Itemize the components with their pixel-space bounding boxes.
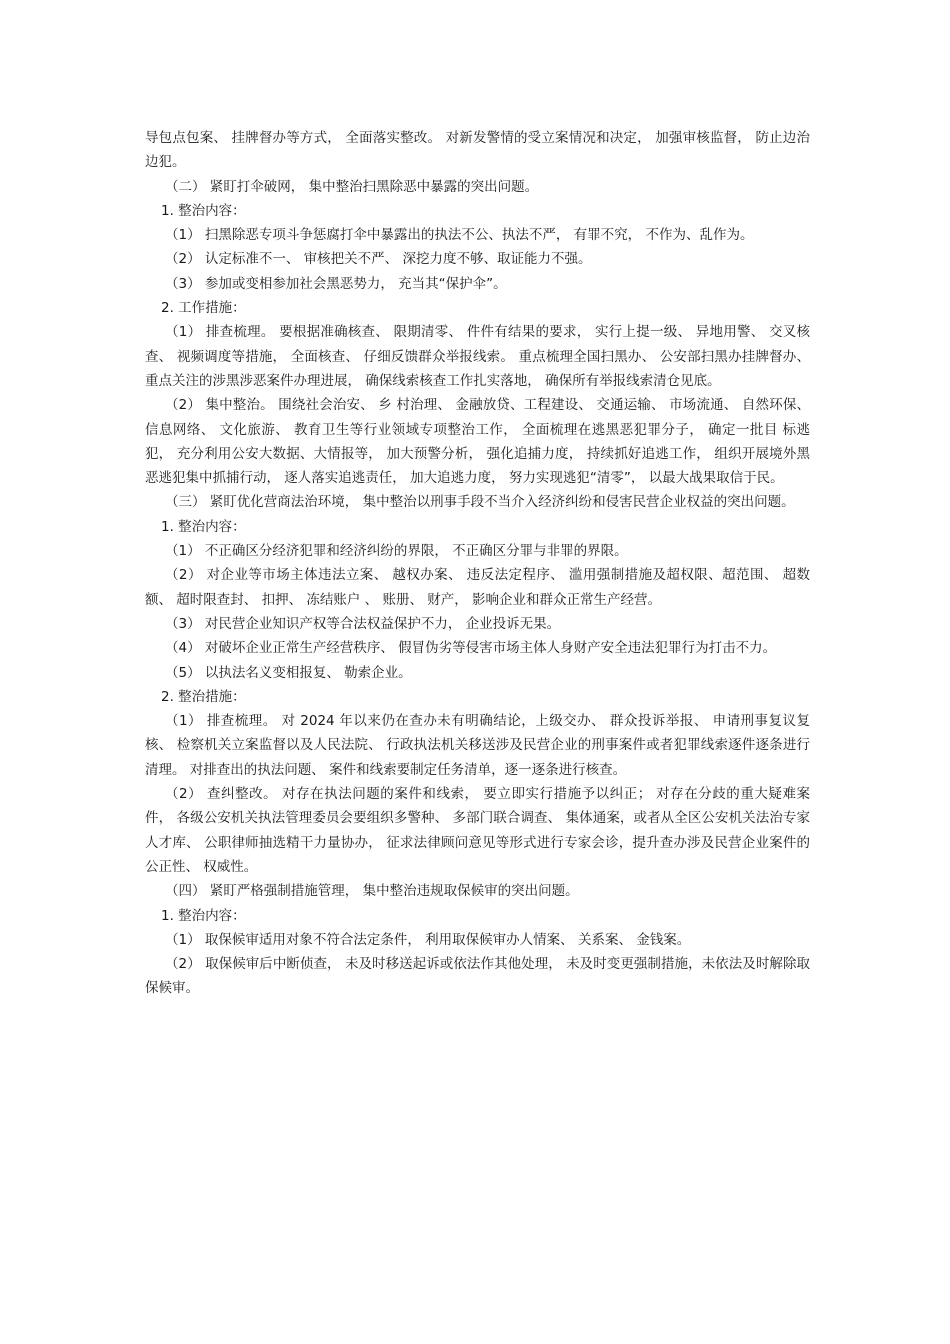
list-item: （1） 不正确区分经济犯罪和经济纠纷的界限， 不正确区分罪与非罪的界限。 [165, 543, 628, 560]
document-body [145, 126, 810, 1001]
list-item: （1） 扫黑除恶专项斗争惩腐打伞中暴露出的执法不公、执法不严， 有罪不究， 不作为、乱作为。 [165, 227, 754, 244]
section-heading-3: （三） 紧盯优化营商法治环境， 集中整治以刑事手段不当介入经济纠纷和侵害民营企业权益的突出问题。 [165, 494, 795, 511]
paragraph-continuation: 导包点包案、 挂牌督办等方式， 全面落实整改。 对新发警情的受立案情况和决定， 加强审核监督， 防止边治边犯。 [145, 130, 810, 171]
list-item: （2） 集中整治。 围绕社会治安、 乡 村治理、 金融放贷、工程建设、 交通运输、 市场流通、 自然环保、 信息网络、 文化旅游、 教育卫生等行业领域专项整治工作， 全面梳理在逃黑恶犯罪分子， 确定一批目 标逃犯， 充分利用公安大数据、大情报等， 加大预警分析， 强化追捕力度， 持续抓好追逃工作， 组织开展境外黑恶逃犯集中抓捕行动， 逐人落实追逃责任， 加大追逃力度， 努力实现逃犯“清零”， 以最大战果取信于民。 [145, 397, 810, 487]
list-item: （2） 查纠整改。 对存在执法问题的案件和线索， 要立即实行措施予以纠正； 对存在分歧的重大疑难案件， 各级公安机关执法管理委员会要组织多警种、 多部门联合调查、 集体通案，或者从全区公安机关法治专家人才库、 公职律师抽选精干力量协办， 征求法律顾问意见等形式进行专家会诊，提升查办涉及民营企业案件的公正性、 权威性。 [145, 786, 810, 875]
list-item: （4） 对破坏企业正常生产经营秩序、 假冒伪劣等侵害市场主体人身财产安全违法犯罪行为打击不力。 [165, 640, 777, 657]
subheading-measures: 2. 整治措施： [161, 688, 246, 705]
list-item: （2） 对企业等市场主体违法立案、 越权办案、 违反法定程序、 滥用强制措施及超权限、超范围、 超数额、 超时限查封、 扣押、 冻结账户 、 账册、 财产， 影响企业和群众正常生产经营。 [145, 567, 810, 608]
list-item: （3） 参加或变相参加社会黑恶势力， 充当其“保护伞”。 [165, 275, 507, 292]
subheading-measures: 2. 工作措施： [161, 300, 246, 317]
section-heading-2: （二） 紧盯打伞破网， 集中整治扫黑除恶中暴露的突出问题。 [165, 178, 539, 195]
section-heading-4: （四） 紧盯严格强制措施管理， 集中整治违规取保候审的突出问题。 [165, 883, 579, 900]
list-item: （3） 对民营企业知识产权等合法权益保护不力， 企业投诉无果。 [165, 615, 561, 632]
list-item: （2） 取保候审后中断侦查， 未及时移送起诉或依法作其他处理， 未及时变更强制措施，未依法及时解除取保候审。 [145, 956, 810, 997]
list-item: （2） 认定标准不一、 审核把关不严、 深挖力度不够、取证能力不强。 [165, 251, 592, 268]
list-item: （1） 取保候审适用对象不符合法定条件， 利用取保候审办人情案、 关系案、 金钱案。 [165, 931, 691, 948]
list-item: （1） 排查梳理。 要根据准确核查、 限期清零、 件件有结果的要求， 实行上提一级、 异地用警、 交叉核查、 视频调度等措施， 全面核查、 仔细反馈群众举报线索。 重点梳理全国扫黑办、 公安部扫黑办挂牌督办、 重点关注的涉黑涉恶案件办理进展， 确保线索核查工作扎实落地， 确保所有举报线索清仓见底。 [145, 324, 810, 389]
subheading-content: 1. 整治内容： [161, 518, 246, 535]
subheading-content: 1. 整治内容： [161, 202, 246, 219]
list-item: （1） 排查梳理。 对 2024 年以来仍在查办未有明确结论，上级交办、 群众投诉举报、 申请刑事复议复核、 检察机关立案监督以及人民法院、 行政执法机关移送涉及民营企业的刑事案件或者犯罪线索逐件逐条进行清理。 对排查出的执法问题、 案件和线索要制定任务清单，逐一逐条进行核查。 [145, 713, 810, 778]
list-item: （5） 以执法名义变相报复、 勒索企业。 [165, 664, 412, 681]
subheading-content: 1. 整治内容： [161, 907, 246, 924]
